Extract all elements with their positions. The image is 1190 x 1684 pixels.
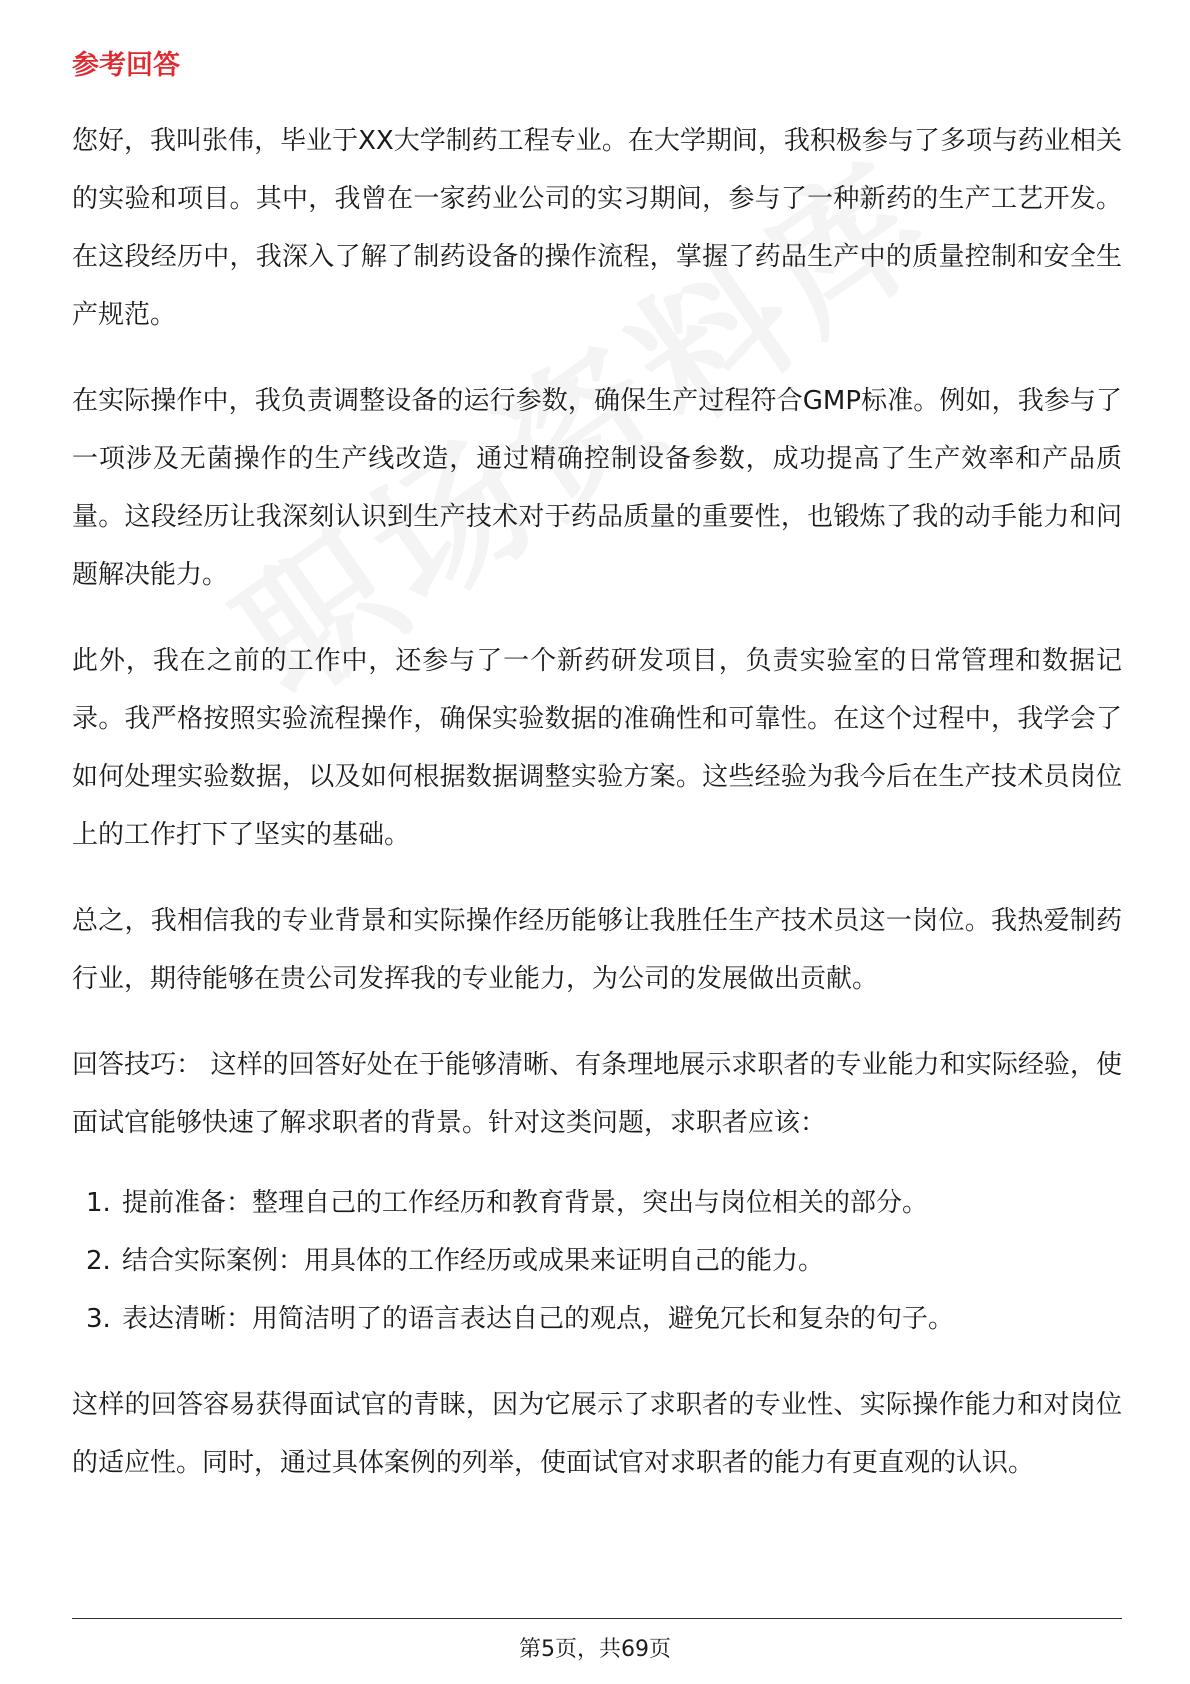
page-number: 第5页，共69页	[519, 1637, 671, 1662]
conclusion-paragraph: 这样的回答容易获得面试官的青睐，因为它展示了求职者的专业性、实际操作能力和对岗位的适应性。同时，通过具体案例的列举，使面试官对求职者的能力有更直观的认识。	[72, 1390, 1122, 1478]
list-item	[72, 1174, 1122, 1232]
list-item-text: 结合实际案例：用具体的工作经历或成果来证明自己的能力。	[122, 1246, 825, 1276]
section-heading: 参考回答	[72, 50, 180, 81]
document-body	[72, 48, 1122, 1520]
list-item-number: 2.	[86, 1246, 111, 1276]
footer-divider	[72, 1618, 1122, 1619]
answer-paragraph-2: 在实际操作中，我负责调整设备的运行参数，确保生产过程符合GMP标准。例如，我参与了一项涉及无菌操作的生产线改造，通过精确控制设备参数，成功提高了生产效率和产品质量。这段经历让我深刻认识到生产技术对于药品质量的重要性，也锻炼了我的动手能力和问题解决能力。	[72, 386, 1122, 590]
answer-paragraph-3: 此外，我在之前的工作中，还参与了一个新药研发项目，负责实验室的日常管理和数据记录。我严格按照实验流程操作，确保实验数据的准确性和可靠性。在这个过程中，我学会了如何处理实验数据，以及如何根据数据调整实验方案。这些经验为我今后在生产技术员岗位上的工作打下了坚实的基础。	[72, 646, 1122, 850]
list-item-text: 提前准备：整理自己的工作经历和教育背景，突出与岗位相关的部分。	[122, 1188, 929, 1218]
list-item	[72, 1232, 1122, 1290]
list-item	[72, 1290, 1122, 1348]
list-item-number: 3.	[86, 1304, 111, 1334]
answer-paragraph-4: 总之，我相信我的专业背景和实际操作经历能够让我胜任生产技术员这一岗位。我热爱制药行业，期待能够在贵公司发挥我的专业能力，为公司的发展做出贡献。	[72, 906, 1122, 994]
answer-paragraph-1: 您好，我叫张伟，毕业于XX大学制药工程专业。在大学期间，我积极参与了多项与药业相关的实验和项目。其中，我曾在一家药业公司的实习期间，参与了一种新药的生产工艺开发。在这段经历中，我深入了解了制药设备的操作流程，掌握了药品生产中的质量控制和安全生产规范。	[72, 126, 1122, 330]
tips-intro: 回答技巧： 这样的回答好处在于能够清晰、有条理地展示求职者的专业能力和实际经验，使面试官能够快速了解求职者的背景。针对这类问题，求职者应该：	[72, 1050, 1122, 1138]
list-item-text: 表达清晰：用简洁明了的语言表达自己的观点，避免冗长和复杂的句子。	[122, 1304, 955, 1334]
tips-list	[72, 1174, 1122, 1348]
list-item-number: 1.	[86, 1188, 111, 1218]
